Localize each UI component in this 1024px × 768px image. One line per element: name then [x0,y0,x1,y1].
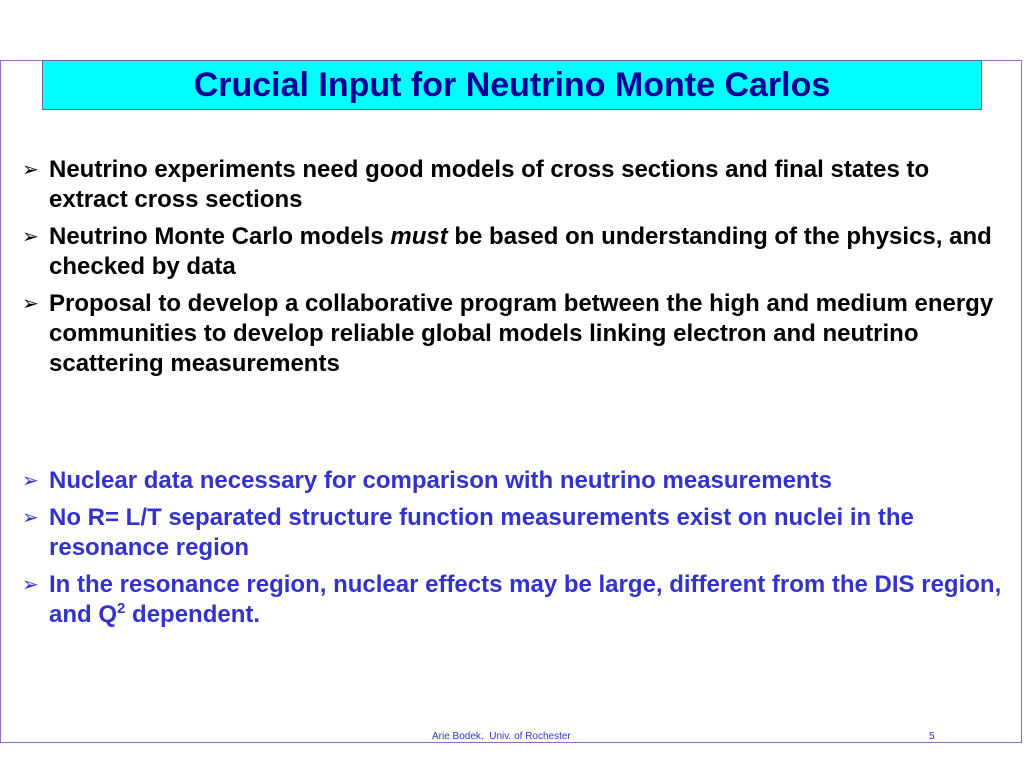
bullet-text: Proposal to develop a collaborative program between the high and medium energy communities to develop reliable global models linking electron and neutrino scattering measurements [49,290,994,377]
arrow-bullet-icon: ➢ [22,507,39,529]
bullet-item [22,222,1012,282]
bullet-item [22,570,1012,630]
bullet-text: No R= L/T separated structure function measurements exist on nuclei in the resonance region [49,504,914,561]
bullet-text: Neutrino experiments need good models of cross sections and final states to extract cross sections [49,156,930,213]
page-number: 5 [929,731,935,742]
slide-title: Crucial Input for Neutrino Monte Carlos [193,65,831,104]
bullet-text-end: dependent. [125,601,261,628]
bullet-text-start: Neutrino Monte Carlo models [49,223,391,250]
bullet-text-start: In the resonance region, nuclear effects may be large, different from the DIS region, and Q [49,571,1002,628]
arrow-bullet-icon: ➢ [22,574,39,596]
arrow-bullet-icon: ➢ [22,159,39,181]
arrow-bullet-icon: ➢ [22,470,39,492]
bullet-text-end: be based on understanding of the physics, and checked by data [49,223,992,280]
bullet-list-main [22,155,1012,386]
arrow-bullet-icon: ➢ [22,226,39,248]
superscript: 2 [117,600,126,617]
footer-author: Arie Bodek, Univ. of Rochester [432,731,571,742]
bullet-list-nuclear [22,466,1012,637]
bullet-item [22,503,1012,563]
bullet-item [22,466,1012,496]
bullet-item [22,155,1012,215]
title-banner [42,60,982,110]
arrow-bullet-icon: ➢ [22,293,39,315]
bullet-item [22,289,1012,379]
bullet-text: Nuclear data necessary for comparison with neutrino measurements [49,467,832,494]
bullet-emphasis: must [390,223,448,250]
